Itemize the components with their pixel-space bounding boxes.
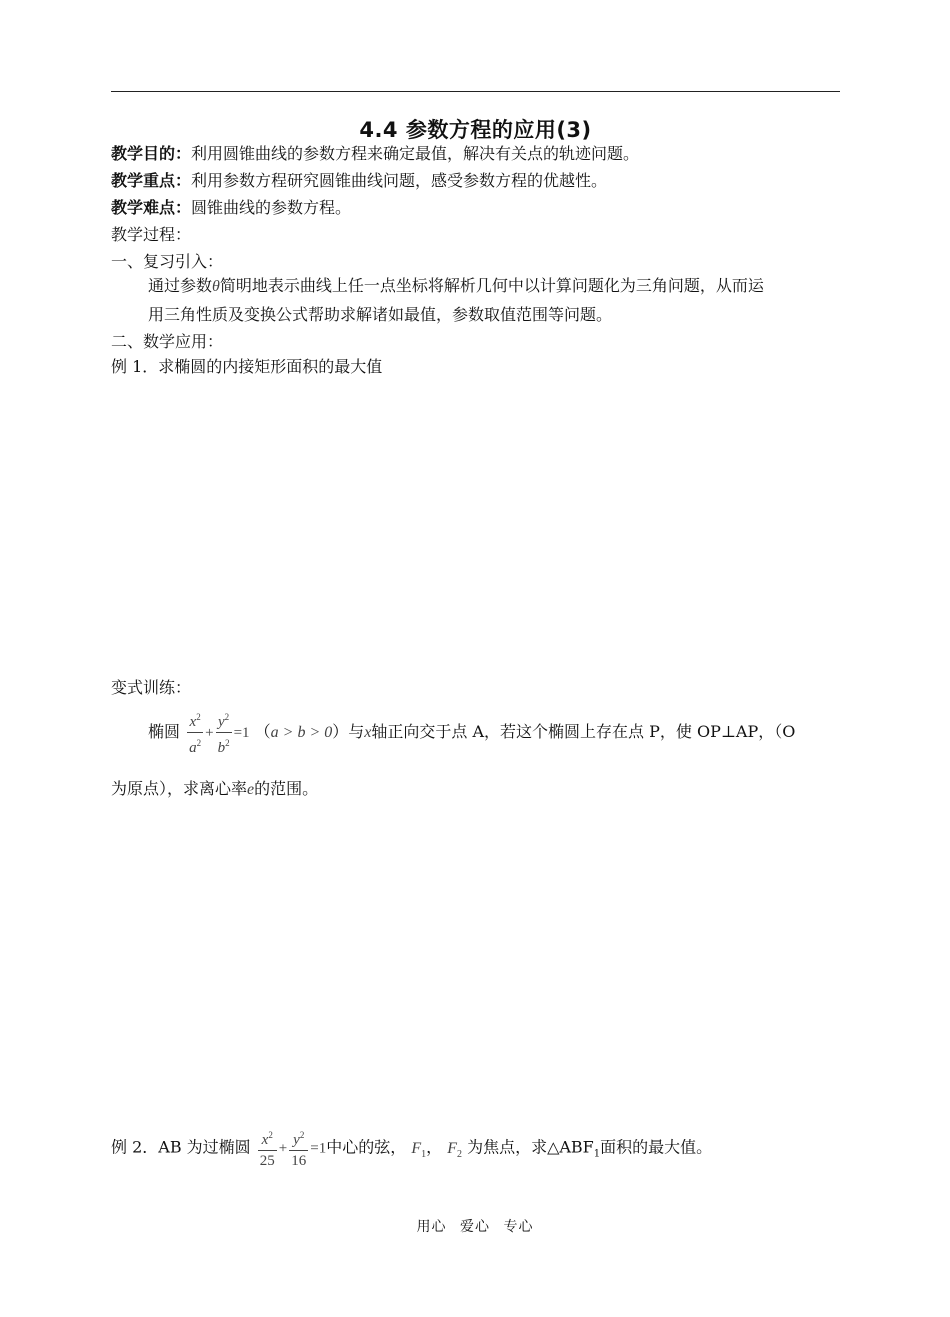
frac-denominator: 16 <box>291 1153 307 1169</box>
para-text: 简明地表示曲线上任一点坐标将解析几何中以计算问题化为三角问题，从而运 <box>219 276 764 295</box>
example1-text: 例 1．求椭圆的内接矩形面积的最大值 <box>111 357 383 376</box>
footer-word: 专心 <box>503 1219 534 1235</box>
variant-line2-text: 的范围。 <box>254 779 319 798</box>
variant-prefix: 椭圆 <box>148 722 181 741</box>
example2-mid: 中心的弦， <box>326 1137 407 1157</box>
variant-problem-line2 <box>111 778 318 801</box>
objective-text: 利用圆锥曲线的参数方程来确定最值，解决有关点的轨迹问题。 <box>191 144 640 163</box>
equation-rhs: =1 <box>233 725 250 741</box>
process-heading: 教学过程： <box>111 225 192 244</box>
frac-denominator: a <box>189 740 197 756</box>
section1-heading: 一、复习引入： <box>111 252 224 271</box>
variant-heading: 变式训练： <box>111 678 192 697</box>
focus-f1: $F_1$ <box>411 1139 427 1160</box>
key-point-text: 利用参数方程研究圆锥曲线问题，感受参数方程的优越性。 <box>191 171 608 190</box>
section2-heading: 二、数学应用： <box>111 332 224 351</box>
example2-prefix: 例 2．AB 为过椭圆 <box>111 1137 251 1157</box>
page-footer <box>0 1216 950 1236</box>
difficulty-text: 圆锥曲线的参数方程。 <box>191 198 352 217</box>
difficulty-line <box>111 197 351 219</box>
frac-numerator: y <box>293 1132 300 1148</box>
footer-word: 爱心 <box>460 1219 490 1235</box>
section1-paragraph-line1 <box>148 275 764 298</box>
objective-label: 教学目的： <box>111 144 192 163</box>
frac-denominator: 25 <box>259 1153 275 1169</box>
variant-line2-text: 为原点），求离心率 <box>111 779 248 798</box>
frac-denominator: b <box>217 740 226 756</box>
footer-word: 用心 <box>416 1219 447 1235</box>
page-title: 4.4 参数方程的应用(3) <box>359 118 592 142</box>
example2-suffix: 为焦点，求△ABF <box>467 1137 594 1157</box>
condition: a > b > 0 <box>270 724 333 741</box>
fraction-x-over-25: $\frac{x^2}{25}$ <box>258 1125 277 1171</box>
e-variable: e <box>247 781 255 798</box>
frac-numerator: x <box>261 1132 269 1148</box>
difficulty-label: 教学难点： <box>111 198 192 217</box>
equation-rhs: =1 <box>310 1140 327 1157</box>
variant-mid: ）与 <box>332 722 365 741</box>
para-text: 通过参数 <box>148 276 213 295</box>
objective-line <box>111 143 639 165</box>
fraction-x-over-a: $\frac{x^2}{a^2}$ <box>187 707 203 758</box>
variant-suffix: 轴正向交于点 A，若这个椭圆上存在点 P，使 OP⊥AP，（O <box>371 722 796 741</box>
frac-numerator: y <box>217 714 225 730</box>
frac-numerator: x <box>189 714 197 730</box>
fraction-y-over-b: $\frac{y^2}{b^2}$ <box>216 707 232 758</box>
theta-symbol: θ <box>212 278 220 295</box>
key-point-label: 教学重点： <box>111 171 192 190</box>
subscript: 1 <box>593 1148 601 1160</box>
header-rule <box>111 91 840 92</box>
focus-f2: $F_2$ <box>447 1139 462 1160</box>
section1-paragraph-line2: 用三角性质及变换公式帮助求解诸如最值，参数取值范围等问题。 <box>148 305 613 324</box>
fraction-y-over-16: $\frac{y^2}{16}$ <box>289 1125 308 1171</box>
key-point-line <box>111 170 607 192</box>
example2-text: 例 2．AB 为过椭圆 $\frac{x^2}{25}$ + $\frac{y^2}{16}$ =1中心的弦， $F_1$， $F_2$ 为焦点，求$\triangle ABF_1$面积的最大值。 <box>111 1125 712 1177</box>
variant-problem-line1: 椭圆 $\frac{x^2}{a^2}$ + $\frac{y^2}{b^2}$ =1 （a > b > 0）与x轴正向交于点 A，若这个椭圆上存在点 P，使 OP⊥AP，（O <box>148 707 795 758</box>
example2-suffix: 面积的最大值。 <box>600 1137 713 1157</box>
x-variable: x <box>364 724 372 741</box>
